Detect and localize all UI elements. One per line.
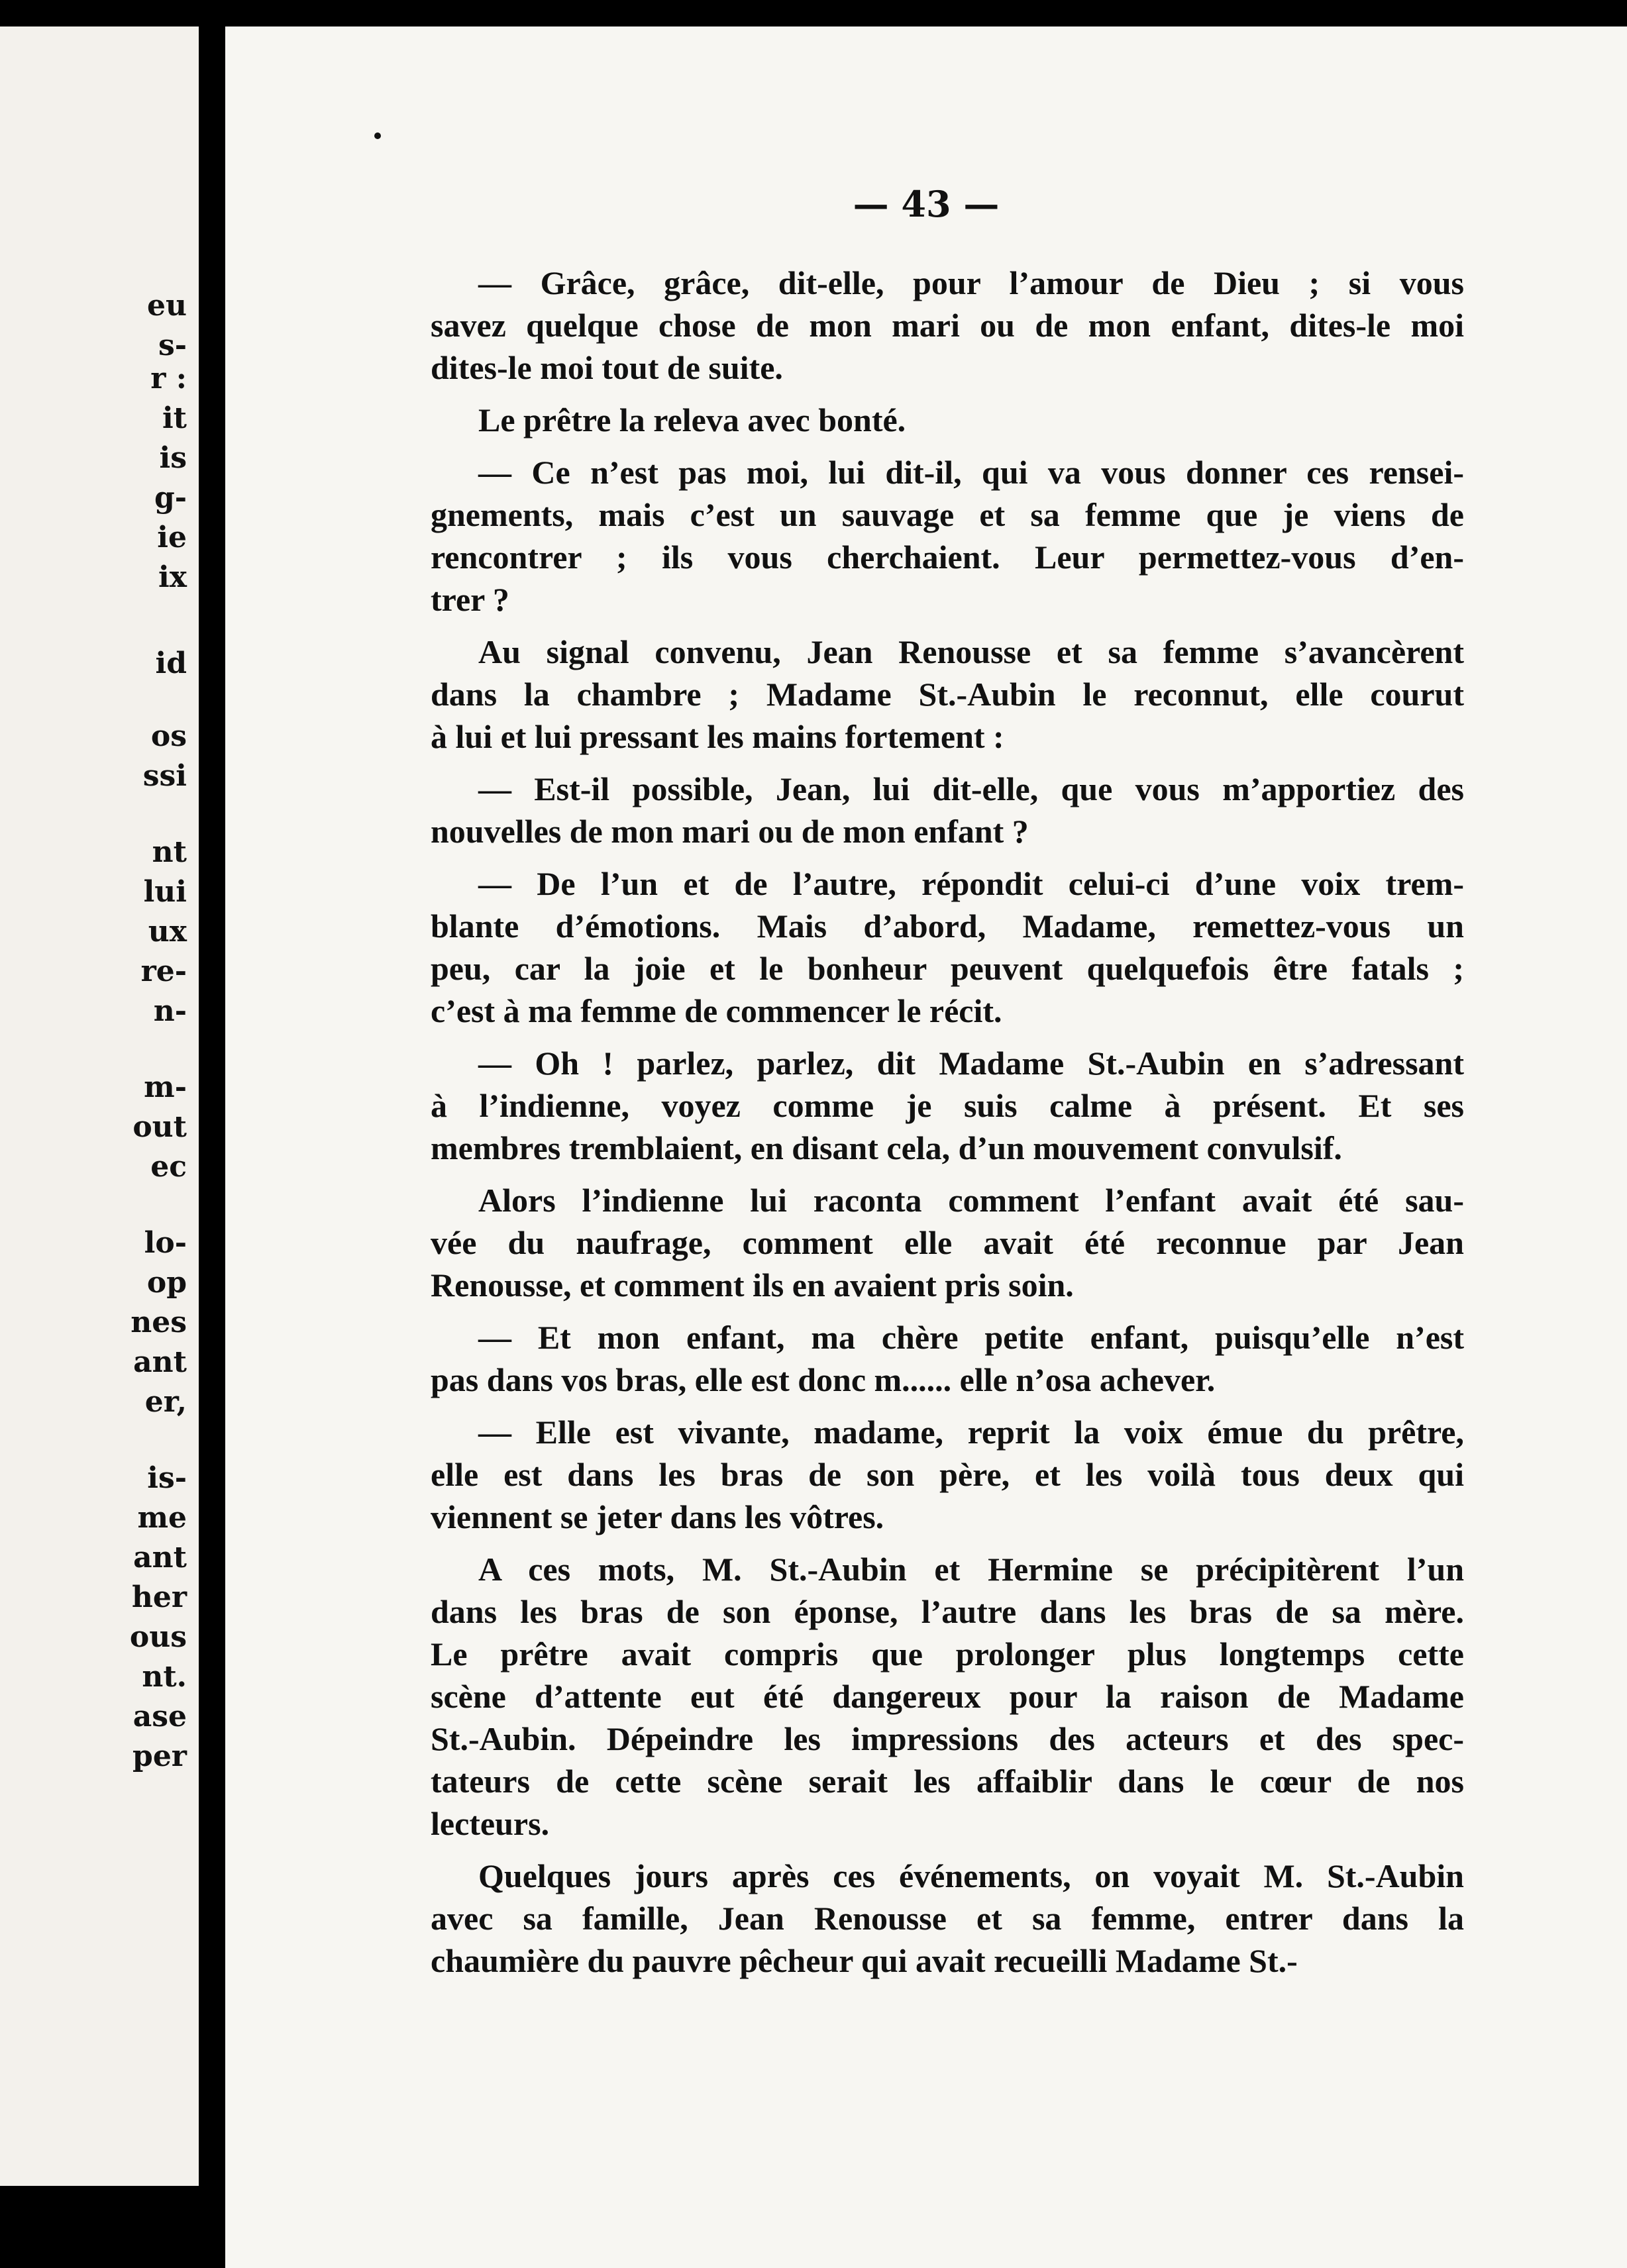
text-line: — Est-il possible, Jean, lui dit-elle, que vous m’apportiez des: [478, 770, 1464, 807]
text-line: Quelques jours après ces événements, on voyait M. St.-Aubin: [478, 1857, 1464, 1894]
text-line: peu, car la joie et le bonheur peuvent quelquefois être fatals ;: [431, 950, 1464, 987]
text-line: à l’indienne, voyez comme je suis calme à présent. Et ses: [431, 1087, 1464, 1124]
text-line: Au signal convenu, Jean Renousse et sa femme s’avancèrent: [478, 633, 1464, 670]
text-line: trer ?: [431, 581, 509, 618]
text-line: Le prêtre la releva avec bonté.: [478, 401, 906, 438]
text-line: dans les bras de son éponse, l’autre dans les bras de sa mère.: [431, 1593, 1464, 1630]
paragraph: [431, 768, 1464, 852]
text-line: nouvelles de mon mari ou de mon enfant ?: [431, 813, 1029, 850]
ink-speck: [374, 132, 381, 139]
page-number: — 43 —: [853, 183, 1000, 225]
text-line: avec sa famille, Jean Renousse et sa femme, entrer dans la: [431, 1900, 1464, 1937]
paragraph: [431, 1316, 1464, 1401]
text-line: scène d’attente eut été dangereux pour la raison de Madame: [431, 1678, 1464, 1715]
page: [225, 26, 1627, 2268]
text-line: tateurs de cette scène serait les affaiblir dans le cœur de nos: [431, 1763, 1464, 1800]
text-line: gnements, mais c’est un sauvage et sa femme que je viens de: [431, 496, 1464, 533]
paragraph: [431, 1411, 1464, 1538]
text-line: savez quelque chose de mon mari ou de mon enfant, dites-le moi: [431, 307, 1464, 344]
text-line: à lui et lui pressant les mains fortement :: [431, 718, 1004, 755]
text-line: — Et mon enfant, ma chère petite enfant, puisqu’elle n’est: [478, 1319, 1464, 1356]
paragraph: [431, 1042, 1464, 1169]
text-line: blante d’émotions. Mais d’abord, Madame, remettez-vous un: [431, 907, 1464, 945]
text-line: — Oh ! parlez, parlez, dit Madame St.-Aubin en s’adressant: [478, 1045, 1464, 1082]
paragraph: [431, 1548, 1464, 1845]
paragraph: [431, 451, 1464, 621]
paragraph: [431, 862, 1464, 1032]
left-page-edge: eu s- r : it is g- ie ix id os ssi nt lui ux re- n- m- out ec lo- op nes ant er, is- me ant her ous nt. ase per: [0, 26, 199, 2186]
text-line: dans la chambre ; Madame St.-Aubin le reconnut, elle courut: [431, 676, 1464, 713]
text-line: chaumière du pauvre pêcheur qui avait recueilli Madame St.-: [431, 1942, 1298, 1979]
paragraph: [431, 1179, 1464, 1306]
paragraph: [431, 631, 1464, 758]
text-line: Alors l’indienne lui raconta comment l’enfant avait été sau-: [478, 1182, 1464, 1219]
text-line: A ces mots, M. St.-Aubin et Hermine se précipitèrent l’un: [478, 1551, 1464, 1588]
text-line: — Ce n’est pas moi, lui dit-il, qui va vous donner ces rensei-: [478, 454, 1464, 491]
text-line: — Grâce, grâce, dit-elle, pour l’amour de Dieu ; si vous: [478, 264, 1464, 301]
text-line: rencontrer ; ils vous cherchaient. Leur permettez-vous d’en-: [431, 539, 1464, 576]
text-line: St.-Aubin. Dépeindre les impressions des acteurs et des spec-: [431, 1720, 1464, 1757]
text-line: viennent se jeter dans les vôtres.: [431, 1498, 884, 1535]
text-line: pas dans vos bras, elle est donc m...... elle n’osa achever.: [431, 1361, 1216, 1398]
text-line: Renousse, et comment ils en avaient pris soin.: [431, 1266, 1074, 1304]
body-text: [431, 262, 1464, 1992]
text-line: dites-le moi tout de suite.: [431, 349, 783, 386]
text-line: — De l’un et de l’autre, répondit celui-ci d’une voix trem-: [478, 865, 1464, 902]
paragraph: [431, 262, 1464, 389]
paragraph: [431, 1855, 1464, 1982]
text-line: elle est dans les bras de son père, et les voilà tous deux qui: [431, 1456, 1464, 1493]
text-line: vée du naufrage, comment elle avait été reconnue par Jean: [431, 1224, 1464, 1261]
text-line: — Elle est vivante, madame, reprit la voix émue du prêtre,: [478, 1414, 1464, 1451]
text-line: Le prêtre avait compris que prolonger plus longtemps cette: [431, 1635, 1464, 1673]
text-line: membres tremblaient, en disant cela, d’un mouvement convulsif.: [431, 1129, 1342, 1166]
paragraph: [431, 399, 1464, 441]
text-line: lecteurs.: [431, 1805, 550, 1842]
text-line: c’est à ma femme de commencer le récit.: [431, 992, 1002, 1029]
